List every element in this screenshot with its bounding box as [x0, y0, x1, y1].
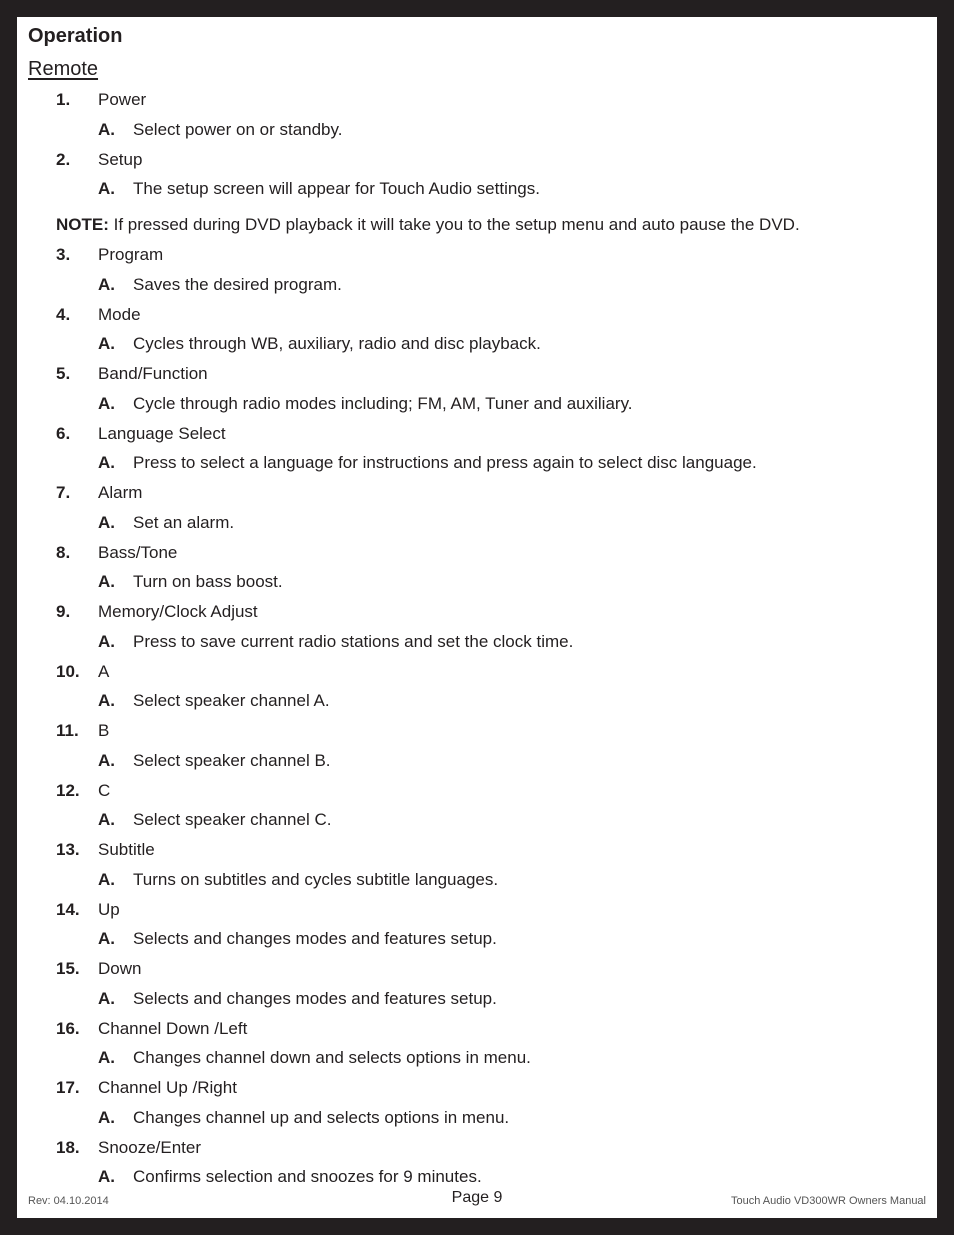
list-item	[17, 243, 937, 273]
sub-item-letter: A.	[98, 1167, 115, 1186]
sub-item-letter: A.	[98, 631, 115, 651]
note-paragraph	[17, 207, 937, 243]
list-item	[17, 541, 937, 571]
item-label: A	[98, 661, 110, 681]
item-label: Language Select	[98, 423, 226, 443]
item-number: 10.	[56, 661, 80, 681]
remote-button-list	[17, 88, 937, 1195]
item-number: 9.	[56, 602, 71, 621]
item-number: 15.	[56, 959, 80, 978]
sub-item-text: Press to select a language for instructions and press again to select disc language.	[133, 453, 757, 472]
sub-item	[17, 118, 937, 148]
note-body	[56, 215, 800, 235]
list-item	[17, 1017, 937, 1047]
section-title: Operation	[28, 25, 123, 47]
item-number: 18.	[56, 1137, 80, 1157]
sub-item	[17, 630, 937, 660]
sub-item-letter: A.	[98, 393, 115, 413]
sub-item-letter: A.	[98, 512, 115, 532]
sub-item	[17, 1046, 937, 1076]
item-number: 5.	[56, 364, 71, 383]
sub-item	[17, 570, 937, 600]
sub-item-text: Cycles through WB, auxiliary, radio and disc playback.	[133, 334, 541, 353]
sub-item	[17, 451, 937, 481]
list-item	[17, 719, 937, 749]
sub-item	[17, 332, 937, 362]
item-label: Alarm	[98, 483, 143, 502]
sub-item-text: Confirms selection and snoozes for 9 minutes.	[133, 1167, 482, 1186]
sub-item-text: Turn on bass boost.	[133, 572, 283, 591]
list-item	[17, 148, 937, 178]
item-number: 6.	[56, 423, 71, 443]
sub-item-letter: A.	[98, 572, 115, 591]
item-label: Mode	[98, 304, 141, 324]
sub-item-text: Changes channel up and selects options in menu.	[133, 1107, 510, 1127]
list-item	[17, 362, 937, 392]
list-item	[17, 779, 937, 809]
item-label: Snooze/Enter	[98, 1137, 202, 1157]
note-text: If pressed during DVD playback it will take you to the setup menu and auto pause the DVD.	[108, 215, 800, 234]
item-label: Bass/Tone	[98, 542, 178, 562]
item-label: Memory/Clock Adjust	[98, 602, 258, 621]
sub-item-letter: A.	[98, 179, 115, 198]
sub-item-text: Selects and changes modes and features setup.	[133, 929, 497, 948]
sub-item	[17, 987, 937, 1017]
list-item	[17, 957, 937, 987]
sub-item	[17, 808, 937, 838]
sub-item-letter: A.	[98, 119, 115, 139]
list-item	[17, 660, 937, 690]
list-item	[17, 303, 937, 333]
item-label: Program	[98, 245, 164, 264]
sub-item	[17, 927, 937, 957]
sub-item-letter: A.	[98, 453, 115, 472]
manual-page	[17, 17, 937, 1218]
note-label: NOTE:	[56, 215, 109, 234]
item-label: Setup	[98, 149, 143, 169]
item-number: 17.	[56, 1078, 80, 1097]
item-label: Down	[98, 959, 142, 978]
item-number: 4.	[56, 304, 71, 324]
item-number: 16.	[56, 1018, 80, 1038]
sub-item-text: Select speaker channel C.	[133, 810, 332, 829]
list-item	[17, 838, 937, 868]
item-label: Power	[98, 90, 147, 109]
sub-item-text: Press to save current radio stations and set the clock time.	[133, 631, 574, 651]
sub-item-text: Saves the desired program.	[133, 274, 342, 294]
sub-item-text: Changes channel down and selects options in menu.	[133, 1048, 531, 1067]
sub-item-text: Cycle through radio modes including; FM, AM, Tuner and auxiliary.	[133, 393, 633, 413]
item-number: 14.	[56, 899, 80, 919]
sub-item-letter: A.	[98, 691, 115, 710]
item-label: Channel Down /Left	[98, 1018, 248, 1038]
sub-item	[17, 749, 937, 779]
sub-item-text: Select speaker channel B.	[133, 750, 331, 770]
item-number: 8.	[56, 542, 71, 562]
list-item	[17, 481, 937, 511]
item-number: 11.	[56, 721, 79, 740]
sub-item-text: Set an alarm.	[133, 512, 235, 532]
sub-item-text: Select power on or standby.	[133, 119, 343, 139]
sub-item-letter: A.	[98, 1107, 115, 1127]
sub-item	[17, 868, 937, 898]
sub-item-letter: A.	[98, 988, 115, 1008]
subsection-title: Remote	[28, 58, 99, 80]
sub-item-letter: A.	[98, 810, 115, 829]
sub-item-letter: A.	[98, 1048, 115, 1067]
sub-item-text: Turns on subtitles and cycles subtitle languages.	[133, 869, 499, 889]
list-item	[17, 1076, 937, 1106]
sub-item	[17, 177, 937, 207]
item-number: 1.	[56, 90, 71, 109]
list-item	[17, 600, 937, 630]
sub-item	[17, 511, 937, 541]
item-number: 13.	[56, 840, 80, 859]
sub-item	[17, 273, 937, 303]
item-label: Up	[98, 899, 120, 919]
sub-item-text: The setup screen will appear for Touch Audio settings.	[133, 179, 540, 198]
item-number: 3.	[56, 245, 71, 264]
sub-item	[17, 689, 937, 719]
sub-item-text: Selects and changes modes and features setup.	[133, 988, 497, 1008]
sub-item-letter: A.	[98, 274, 115, 294]
sub-item-letter: A.	[98, 869, 115, 889]
item-label: Band/Function	[98, 364, 208, 383]
sub-item-letter: A.	[98, 929, 115, 948]
item-label: B	[98, 721, 110, 740]
item-number: 2.	[56, 149, 71, 169]
manual-title: Touch Audio VD300WR Owners Manual	[730, 1195, 926, 1207]
page-number: Page 9	[451, 1189, 503, 1206]
item-label: C	[98, 780, 111, 800]
sub-item-letter: A.	[98, 334, 115, 353]
item-label: Channel Up /Right	[98, 1078, 237, 1097]
sub-item-letter: A.	[98, 750, 115, 770]
item-label: Subtitle	[98, 840, 155, 859]
item-number: 7.	[56, 483, 71, 502]
list-item	[17, 1136, 937, 1166]
sub-item-text: Select speaker channel A.	[133, 691, 330, 710]
list-item	[17, 898, 937, 928]
sub-item	[17, 392, 937, 422]
revision-date: Rev: 04.10.2014	[28, 1195, 109, 1207]
item-number: 12.	[56, 780, 80, 800]
sub-item	[17, 1106, 937, 1136]
list-item	[17, 88, 937, 118]
list-item	[17, 422, 937, 452]
